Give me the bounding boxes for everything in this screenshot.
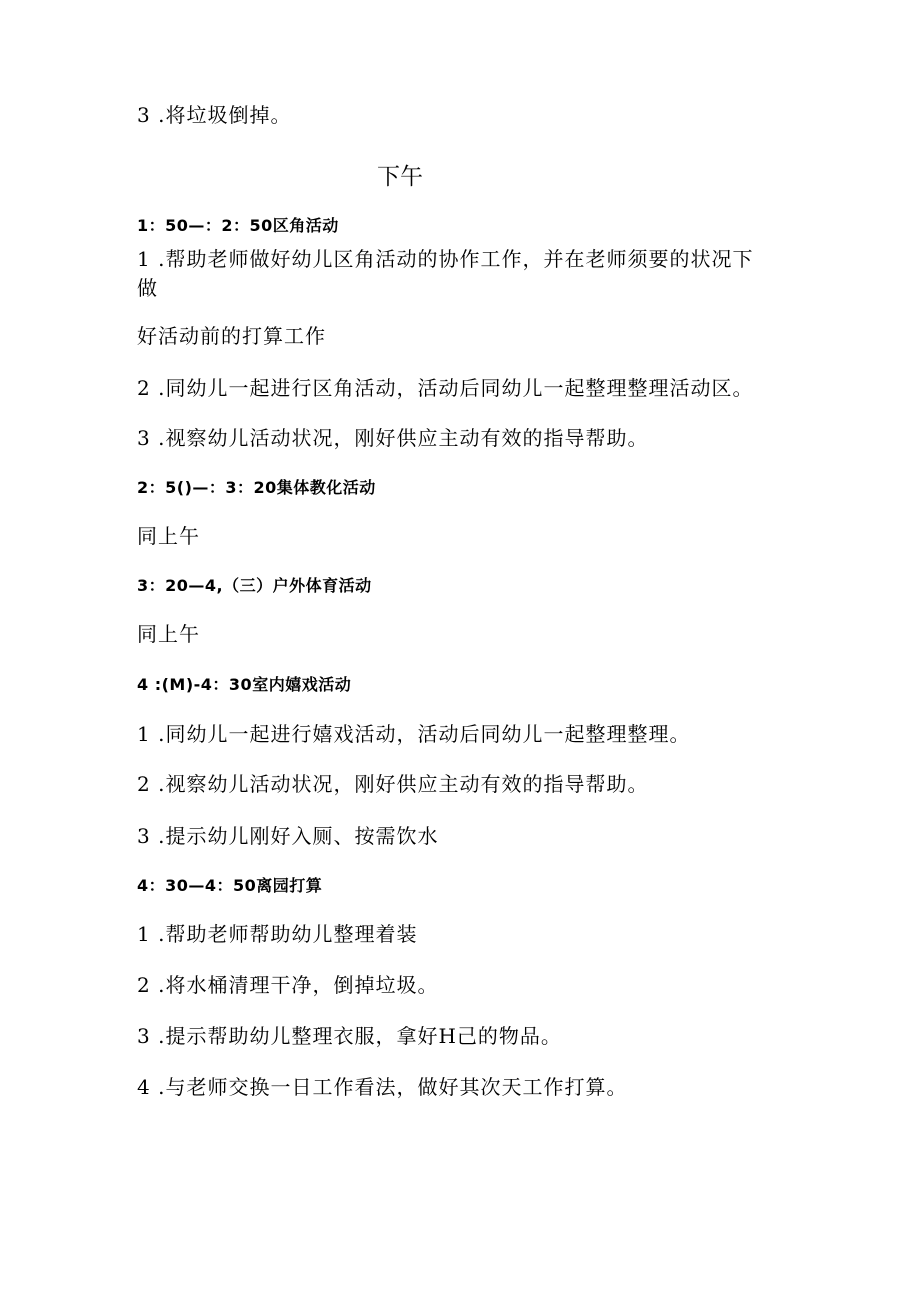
schedule-heading: 3：20—4,（三）户外体育活动 [137,576,372,595]
schedule-heading: 1：50—：2：50区角活动 [137,216,339,235]
list-item: 同上午 [137,622,200,646]
schedule-heading: 4 :(M)-4：30室内嬉戏活动 [137,675,352,694]
section-title: 下午 [377,164,423,190]
list-item: 3 .提示幼儿刚好入厕、按需饮水 [137,824,439,848]
list-item: 1 .帮助老师做好幼儿区角活动的协作工作，并在老师须要的状况下 [137,247,754,271]
list-item: 2 .将水桶清理干净，倒掉垃圾。 [137,973,439,997]
list-item: 3 .将垃圾倒掉。 [137,103,292,127]
list-item: 3 .视察幼儿活动状况，刚好供应主动有效的指导帮助。 [137,426,649,450]
list-item: 好活动前的打算工作 [137,324,326,348]
list-item: 1 .同幼儿一起进行嬉戏活动，活动后同幼儿一起整理整理。 [137,722,691,746]
list-item: 2 .同幼儿一起进行区角活动，活动后同幼儿一起整理整理活动区。 [137,376,754,400]
list-item: 同上午 [137,524,200,548]
schedule-heading: 2：5()—：3：20集体教化活动 [137,478,376,497]
schedule-heading: 4：30—4：50离园打算 [137,876,323,895]
list-item: 4 .与老师交换一日工作看法，做好其次天工作打算。 [137,1075,628,1099]
list-item: 做 [137,276,158,300]
list-item: 3 .提示帮助幼儿整理衣服，拿好H己的物品。 [137,1024,562,1048]
list-item: 1 .帮助老师帮助幼儿整理着装 [137,922,418,946]
list-item: 2 .视察幼儿活动状况，刚好供应主动有效的指导帮助。 [137,772,649,796]
